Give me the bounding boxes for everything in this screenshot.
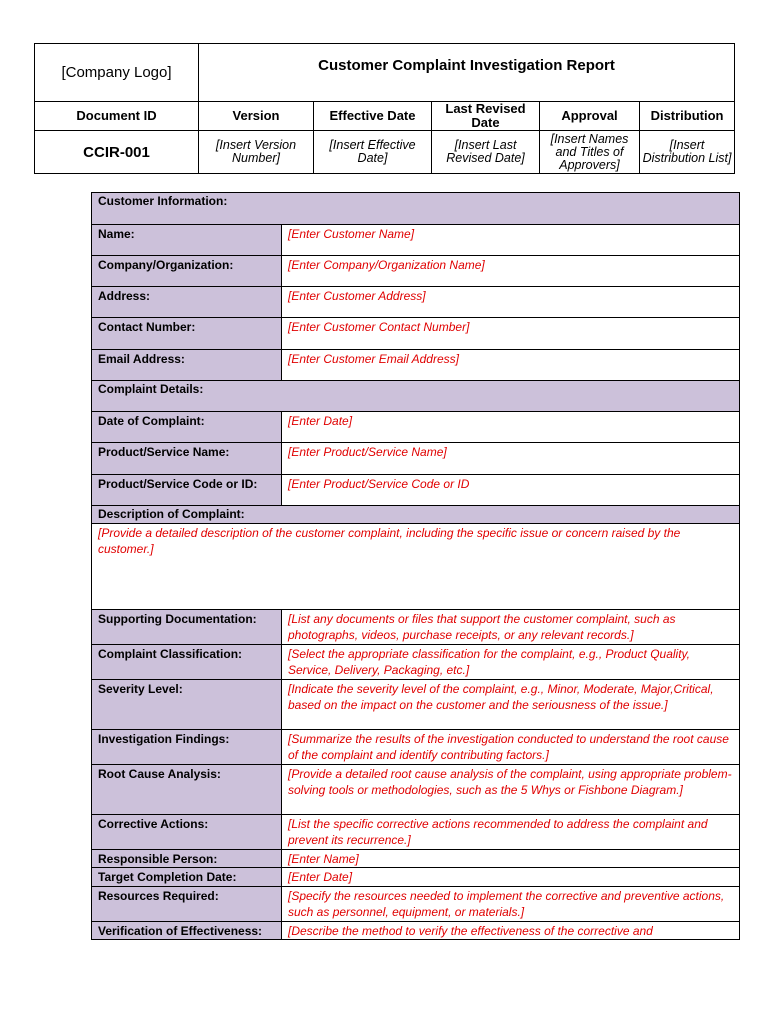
column-header-distribution: Distribution: [640, 102, 735, 131]
contact-number-label: Contact Number:: [92, 318, 282, 350]
product-name-label: Product/Service Name:: [92, 443, 282, 475]
resources-required-field[interactable]: [Specify the resources needed to implement the corrective and preventive actions, such as personnel, equipment, or materials.]: [282, 886, 740, 921]
complaint-classification-field[interactable]: [Select the appropriate classification for the complaint, e.g., Product Quality, Service, Delivery, Packaging, etc.]: [282, 644, 740, 679]
name-label: Name:: [92, 225, 282, 256]
supporting-documentation-field[interactable]: [List any documents or files that support the customer complaint, such as photographs, videos, purchase receipts, or any relevant records.]: [282, 609, 740, 644]
product-code-field[interactable]: [Enter Product/Service Code or ID: [282, 475, 740, 506]
column-header-document-id: Document ID: [35, 102, 199, 131]
description-field[interactable]: [Provide a detailed description of the customer complaint, including the specific issue or concern raised by the customer.]: [92, 523, 740, 609]
document-title: Customer Complaint Investigation Report: [199, 44, 735, 102]
corrective-actions-field[interactable]: [List the specific corrective actions recommended to address the complaint and prevent its recurrence.]: [282, 814, 740, 849]
product-name-field[interactable]: [Enter Product/Service Name]: [282, 443, 740, 475]
complaint-date-label: Date of Complaint:: [92, 412, 282, 443]
document-id-value: CCIR-001: [35, 131, 199, 174]
section-customer-information: Customer Information:: [92, 193, 740, 225]
verification-field[interactable]: [Describe the method to verify the effectiveness of the corrective and: [282, 921, 740, 940]
version-value: [Insert Version Number]: [199, 131, 314, 174]
target-completion-date-field[interactable]: [Enter Date]: [282, 868, 740, 887]
root-cause-analysis-field[interactable]: [Provide a detailed root cause analysis of the complaint, using appropriate problem-solving tools or methodologies, such as the 5 Whys or Fishbone Diagram.]: [282, 764, 740, 814]
company-logo-placeholder: [Company Logo]: [35, 44, 199, 102]
contact-number-field[interactable]: [Enter Customer Contact Number]: [282, 318, 740, 350]
column-header-last-revised-date: Last Revised Date: [432, 102, 540, 131]
name-field[interactable]: [Enter Customer Name]: [282, 225, 740, 256]
column-header-effective-date: Effective Date: [314, 102, 432, 131]
last-revised-date-value: [Insert Last Revised Date]: [432, 131, 540, 174]
column-header-approval: Approval: [540, 102, 640, 131]
supporting-documentation-label: Supporting Documentation:: [92, 609, 282, 644]
resources-required-label: Resources Required:: [92, 886, 282, 921]
document-header: [34, 43, 735, 174]
investigation-findings-label: Investigation Findings:: [92, 729, 282, 764]
column-header-version: Version: [199, 102, 314, 131]
responsible-person-label: Responsible Person:: [92, 849, 282, 868]
investigation-findings-field[interactable]: [Summarize the results of the investigation conducted to understand the root cause of the complaint and identify contributing factors.]: [282, 729, 740, 764]
root-cause-analysis-label: Root Cause Analysis:: [92, 764, 282, 814]
approval-value: [Insert Names and Titles of Approvers]: [540, 131, 640, 174]
complaint-classification-label: Complaint Classification:: [92, 644, 282, 679]
target-completion-date-label: Target Completion Date:: [92, 868, 282, 887]
responsible-person-field[interactable]: [Enter Name]: [282, 849, 740, 868]
address-field[interactable]: [Enter Customer Address]: [282, 287, 740, 318]
company-label: Company/Organization:: [92, 256, 282, 287]
effective-date-value: [Insert Effective Date]: [314, 131, 432, 174]
product-code-label: Product/Service Code or ID:: [92, 475, 282, 506]
complaint-date-field[interactable]: [Enter Date]: [282, 412, 740, 443]
address-label: Address:: [92, 287, 282, 318]
complaint-form: [91, 192, 740, 940]
severity-level-field[interactable]: [Indicate the severity level of the complaint, e.g., Minor, Moderate, Major,Critical, based on the impact on the customer and the seriousness of the issue.]: [282, 679, 740, 729]
email-field[interactable]: [Enter Customer Email Address]: [282, 350, 740, 381]
verification-label: Verification of Effectiveness:: [92, 921, 282, 940]
email-label: Email Address:: [92, 350, 282, 381]
section-complaint-details: Complaint Details:: [92, 381, 740, 412]
company-field[interactable]: [Enter Company/Organization Name]: [282, 256, 740, 287]
severity-level-label: Severity Level:: [92, 679, 282, 729]
description-label: Description of Complaint:: [92, 506, 740, 524]
distribution-value: [Insert Distribution List]: [640, 131, 735, 174]
corrective-actions-label: Corrective Actions:: [92, 814, 282, 849]
